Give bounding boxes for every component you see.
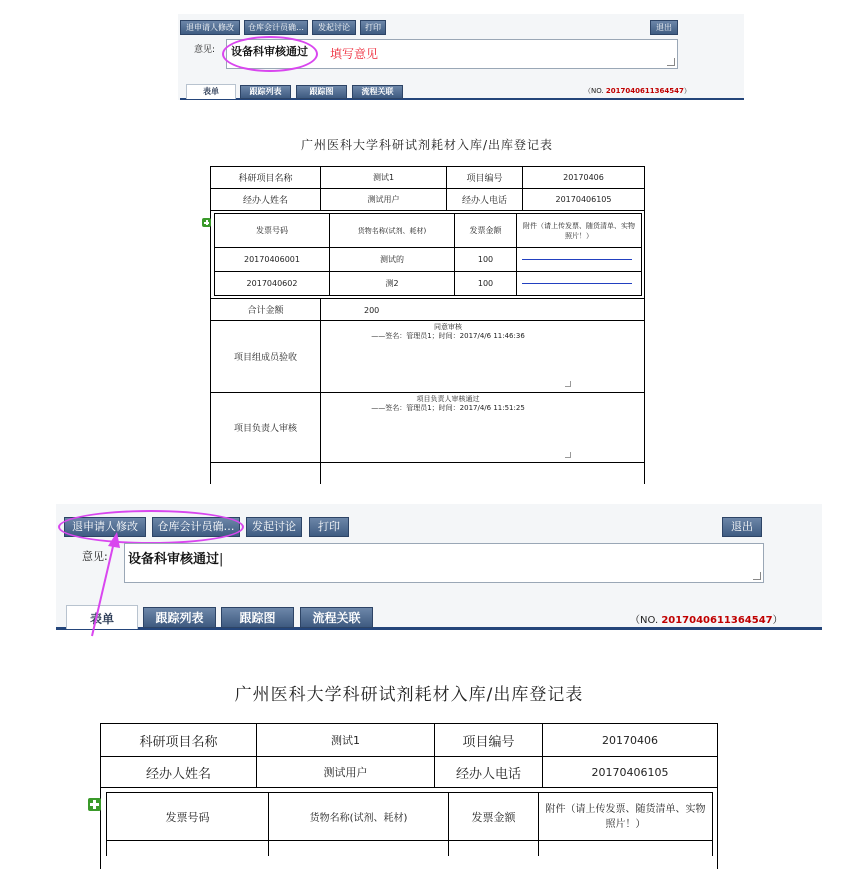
amount-header: 发票金额: [471, 810, 516, 824]
attachment-header: 附件（请上传发票、随货清单、实物照片！）: [545, 803, 706, 830]
table-row-2-amount-top: 100: [477, 279, 494, 288]
leader-check-label-top: 项目负责人审核: [233, 424, 297, 434]
table-line: [100, 787, 718, 788]
table-row-1-amount-top: 100: [477, 255, 494, 264]
table-row-1-goods-top: 测试的: [380, 255, 404, 264]
add-row-icon[interactable]: [88, 798, 101, 811]
tab-form-top[interactable]: 表单: [186, 84, 236, 99]
table-line: [106, 840, 713, 841]
opinion-text: 设备科审核通过: [128, 552, 220, 567]
invoice-no-header-top: 发票号码: [256, 226, 288, 235]
plus-bar: [206, 220, 208, 225]
resize-grip-icon[interactable]: [565, 452, 571, 458]
goods-name-header-top: 货物名称(试剂、耗材): [357, 226, 427, 235]
attachment-link-1-top[interactable]: [522, 259, 632, 260]
resize-grip-icon[interactable]: [753, 572, 761, 580]
leader-check-textarea-top[interactable]: 项目负责人审核通过 ——签名：管理员1；时间：2017/4/6 11:51:25: [323, 395, 573, 460]
start-discussion-button[interactable]: 发起讨论: [246, 517, 302, 537]
amount-header-top: 发票金额: [469, 226, 502, 235]
exit-button[interactable]: 退出: [722, 517, 762, 537]
resize-grip-icon[interactable]: [667, 58, 675, 66]
table-line: [641, 213, 642, 296]
tab-tracking-chart[interactable]: 跟踪图: [221, 607, 294, 628]
resize-grip-icon[interactable]: [565, 381, 571, 387]
tab-form[interactable]: 表单: [66, 605, 138, 629]
form-title-top: 广州医科大学科研试剂耗材入库/出库登记表: [300, 138, 554, 152]
member-check-textarea-top[interactable]: 同意审核 ——签名：管理员1；时间：2017/4/6 11:46:36: [323, 323, 573, 389]
exit-button-top[interactable]: 退出: [650, 20, 678, 35]
table-line: [644, 166, 645, 484]
table-row-1-invoice-top: 20170406001: [244, 255, 300, 264]
handler-value-top: 测试用户: [367, 195, 400, 204]
invoice-no-header: 发票号码: [165, 810, 210, 824]
attachment-header-top: 附件（请上传发票、随货清单、实物照片！）: [523, 221, 635, 240]
project-no-value-top: 20170406: [563, 173, 604, 182]
form-number: （NO. 2017040611364547）: [630, 615, 783, 626]
handler-value: 测试用户: [323, 766, 368, 779]
table-line: [210, 462, 644, 463]
add-row-icon-top[interactable]: [202, 218, 211, 227]
annotation-arrow-icon: [84, 530, 124, 640]
start-discussion-button-top[interactable]: 发起讨论: [312, 20, 356, 35]
warehouse-accountant-button[interactable]: 仓库会计员确…: [152, 517, 240, 537]
tab-process-link-top[interactable]: 流程关联: [352, 85, 403, 99]
opinion-label: 意见:: [82, 550, 108, 563]
table-line: [320, 298, 321, 484]
attachment-link-2-top[interactable]: [522, 283, 632, 284]
handler-label-top: 经办人姓名: [242, 196, 288, 206]
member-check-label-top: 项目组成员验收: [233, 353, 297, 363]
annotation-note: 填写意见: [330, 47, 379, 61]
table-line: [712, 792, 713, 856]
form-title: 广州医科大学科研试剂耗材入库/出库登记表: [234, 685, 584, 705]
opinion-text-top: 设备科审核通过: [231, 45, 308, 58]
table-line: [717, 723, 718, 869]
tab-process-link[interactable]: 流程关联: [300, 607, 373, 628]
project-no-label: 项目编号: [462, 734, 515, 750]
opinion-label-top: 意见:: [194, 45, 216, 55]
highlight-circle-opinion-top: [222, 36, 318, 72]
plus-bar: [93, 800, 96, 809]
project-name-value: 测试1: [331, 734, 360, 747]
handler-phone-value-top: 20170406105: [555, 195, 612, 204]
tab-tracking-list-top[interactable]: 跟踪列表: [240, 85, 291, 99]
return-to-applicant-button-top[interactable]: 退申请人修改: [180, 20, 240, 35]
goods-name-header: 货物名称(试剂、耗材): [309, 813, 408, 824]
tab-tracking-chart-top[interactable]: 跟踪图: [296, 85, 347, 99]
table-row-2-goods-top: 测2: [385, 279, 399, 288]
project-name-label-top: 科研项目名称: [238, 174, 293, 184]
project-name-value-top: 测试1: [372, 173, 395, 182]
project-no-label-top: 项目编号: [466, 174, 503, 184]
handler-label: 经办人姓名: [145, 766, 211, 782]
handler-phone-label: 经办人电话: [455, 766, 521, 782]
project-no-value: 20170406: [602, 733, 658, 747]
form-number-top: （NO. 2017040611364547）: [584, 87, 691, 95]
total-value-top: 200: [364, 306, 380, 315]
table-line: [214, 295, 642, 296]
table-line: [210, 210, 644, 211]
table-row-2-invoice-top: 2017040602: [246, 279, 298, 288]
total-label-top: 合计金额: [247, 306, 284, 316]
handler-phone-label-top: 经办人电话: [461, 196, 507, 206]
print-button[interactable]: 打印: [309, 517, 349, 537]
tab-tracking-list[interactable]: 跟踪列表: [143, 607, 216, 628]
opinion-textarea[interactable]: 设备科审核通过|: [124, 543, 764, 583]
handler-phone-value: 20170406105: [591, 765, 669, 779]
project-name-label: 科研项目名称: [139, 734, 218, 750]
print-button-top[interactable]: 打印: [360, 20, 386, 35]
return-to-applicant-button[interactable]: 退申请人修改: [64, 517, 146, 537]
warehouse-accountant-button-top[interactable]: 仓库会计员确…: [244, 20, 308, 35]
